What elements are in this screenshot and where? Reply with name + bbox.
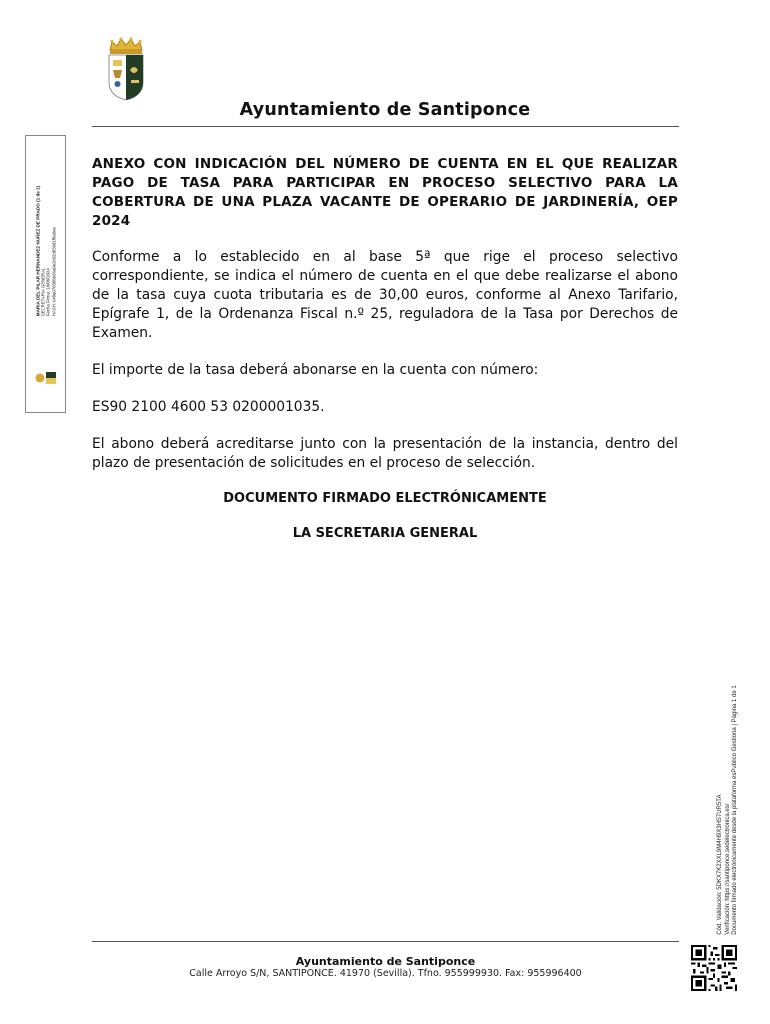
document-body <box>92 155 678 543</box>
qr-code-icon[interactable] <box>691 945 737 991</box>
footer-name: Ayuntamiento de Santiponce <box>295 955 476 968</box>
account-number: ES90 2100 4600 53 0200001035. <box>92 399 325 415</box>
signature-text <box>35 186 56 316</box>
verification-url: Verificación: https://santiponce.sedelectronica.es/ <box>724 803 731 935</box>
header-divider <box>92 126 679 127</box>
signature-date: Fecha Firma: 18/06/2024 <box>45 268 51 317</box>
signature-box <box>25 135 66 413</box>
signature-hash: HASH: c48a0703d5e96a0e2c02d039d1f8a9ee <box>50 227 56 317</box>
signer-role: LA SECRETARIA GENERAL <box>292 526 478 541</box>
footer-divider <box>92 941 679 942</box>
paragraph-abono: El abono deberá acreditarse junto con la presentación de la instancia, dentro del plazo de presentación de solicitudes en el proceso de selección. <box>92 436 678 471</box>
seal-icon <box>34 369 58 387</box>
signed-electronically-label: DOCUMENTO FIRMADO ELECTRÓNICAMENTE <box>223 491 547 506</box>
verification-note: Documento firmado electrónicamente desde la plataforma esPublico Gestiona | Página 1 de 1 <box>731 685 738 935</box>
verification-text <box>717 685 740 934</box>
crest-icon <box>104 36 148 102</box>
header-title: Ayuntamiento de Santiponce <box>239 100 531 120</box>
paragraph-importe: El importe de la tasa deberá abonarse en la cuenta con número: <box>92 362 539 378</box>
validation-code: Cód. Validación: 5DKX7K2XXL9M4H9X3HS7UR5TA <box>716 794 723 935</box>
signer-position: SECRETARIA GENERAL <box>40 267 46 317</box>
signer-name: MARIA DEL PILAR HERNANDEZ NUÑEZ DE PRADO (1 de 1) <box>35 185 41 317</box>
footer-address: Calle Arroyo S/N, SANTIPONCE. 41970 (Sevilla). Tfno. 955999930. Fax: 955996400 <box>189 968 582 979</box>
document-heading: ANEXO CON INDICACIÓN DEL NÚMERO DE CUENTA EN EL QUE REALIZAR PAGO DE TASA PARA PARTICIPAR EN PROCESO SELECTIVO PARA LA COBERTURA DE UNA PLAZA VACANTE DE OPERARIO DE JARDINERÍA, OEP 2024 <box>92 156 678 229</box>
paragraph-conforme: Conforme a lo establecido en al base 5ª que rige el proceso selectivo correspondiente, se indica el número de cuenta en el que debe realizarse el abono de la tasa cuya cuota tributaria es de 30,00 euros, conforme al Anexo Tarifario, Epígrafe 1, de la Ordenanza Fiscal n.º 25, reguladora de la Tasa por Derechos de Examen. <box>92 249 678 341</box>
